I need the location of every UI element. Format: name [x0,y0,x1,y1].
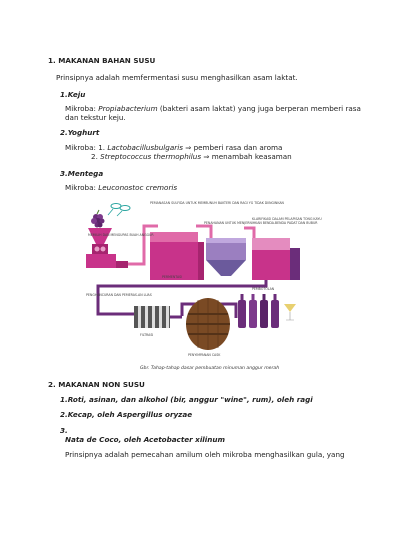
label-memilih: MEMILIH DAN MENGUPAS BUAH ANGGUR [88,233,154,237]
keju-desc: (bakteri asam laktat) yang juga berperan memberi rasa dan tekstur keju. [65,104,361,122]
section2-item2: 2.Kecap, oleh Aspergillus oryzae [60,410,193,419]
mentega-line [65,183,177,192]
yoghurt-line1 [65,143,282,152]
settling-tank [206,238,246,276]
yoghurt-line1-rest: ⇒ pemberi rasa dan aroma [185,143,283,152]
section2-title: 2. MAKANAN NON SUSU [48,380,145,389]
label-filtrasi: FILTRASI [140,333,154,337]
label-klarifikasi: KLARIFIKASI DALAM PELAPISAN TONG KAYU [252,217,322,221]
figure-caption: Gbr. Tahap-tahap dasar pembuatan minuman anggur merah [140,366,280,371]
keju-heading: 1.Keju [60,90,86,99]
yoghurt-line2-prefix: 2. [91,152,98,161]
mentega-mikroba-label: Mikroba: [65,183,96,192]
section1-intro: Prinsipnya adalah memfermentasi susu menghasilkan asam laktat. [56,73,298,82]
label-pemanasan: PEMANASAN SULFIDA UNTUK MEMBUNUH BAKTERI DAN RAGI YG TIDAK DIINGINKAN [150,201,284,205]
filtration-unit [134,306,182,328]
label-penahanan: PENAHANAN UNTUK MENJERNIHKAN BENDA-BENDA PADAT DAN BUBUR [204,221,318,225]
yoghurt-line2-organism: Streptococcus thermophilus [100,152,202,161]
keju-organism: Propiabacterium [98,104,158,113]
clarification-tank [252,238,300,280]
scissors-icon [108,204,130,217]
mentega-heading: 3.Mentega [60,169,104,178]
mentega-organism: Leuconostoc cremoris [98,183,178,192]
keju-mikroba-label: Mikroba: [65,104,96,113]
yoghurt-line1-prefix: Mikroba: 1. [65,143,106,152]
grapes-illustration [91,210,105,228]
yoghurt-line1-organism: Lactobacillusbulgaris [107,143,183,152]
section2-item3: Nata de Coco, oleh Acetobacter xilinum [65,435,225,444]
section2-item3-description: Prinsipnya adalah pemecahan amilum oleh mikroba menghasilkan gula, yang [65,450,345,459]
label-penghancuran: PENGHANCURAN DAN PEMERAS-AN LUAS [86,293,152,297]
yoghurt-heading: 2.Yoghurt [60,128,100,137]
yoghurt-line2-rest: ⇒ menambah keasaman [203,152,292,161]
section1-title: 1. MAKANAN BAHAN SUSU [48,56,156,65]
label-pembotolan: PEMBOTOLAN [252,287,275,291]
keju-description [65,104,365,122]
yoghurt-line2 [91,152,292,161]
fermentation-tank [150,232,204,280]
label-penyimpanan: PENYIMPANAN CASK [188,353,221,357]
bottles [238,294,296,328]
section2-item3-number: 3. [60,426,68,435]
label-fermentasi: PERMENTASI [162,275,183,279]
barrel [186,298,230,350]
wine-process-diagram [86,196,322,362]
section2-item1: 1.Roti, asinan, dan alkohol (bir, anggur "wine", rum), oleh ragi [60,395,313,404]
